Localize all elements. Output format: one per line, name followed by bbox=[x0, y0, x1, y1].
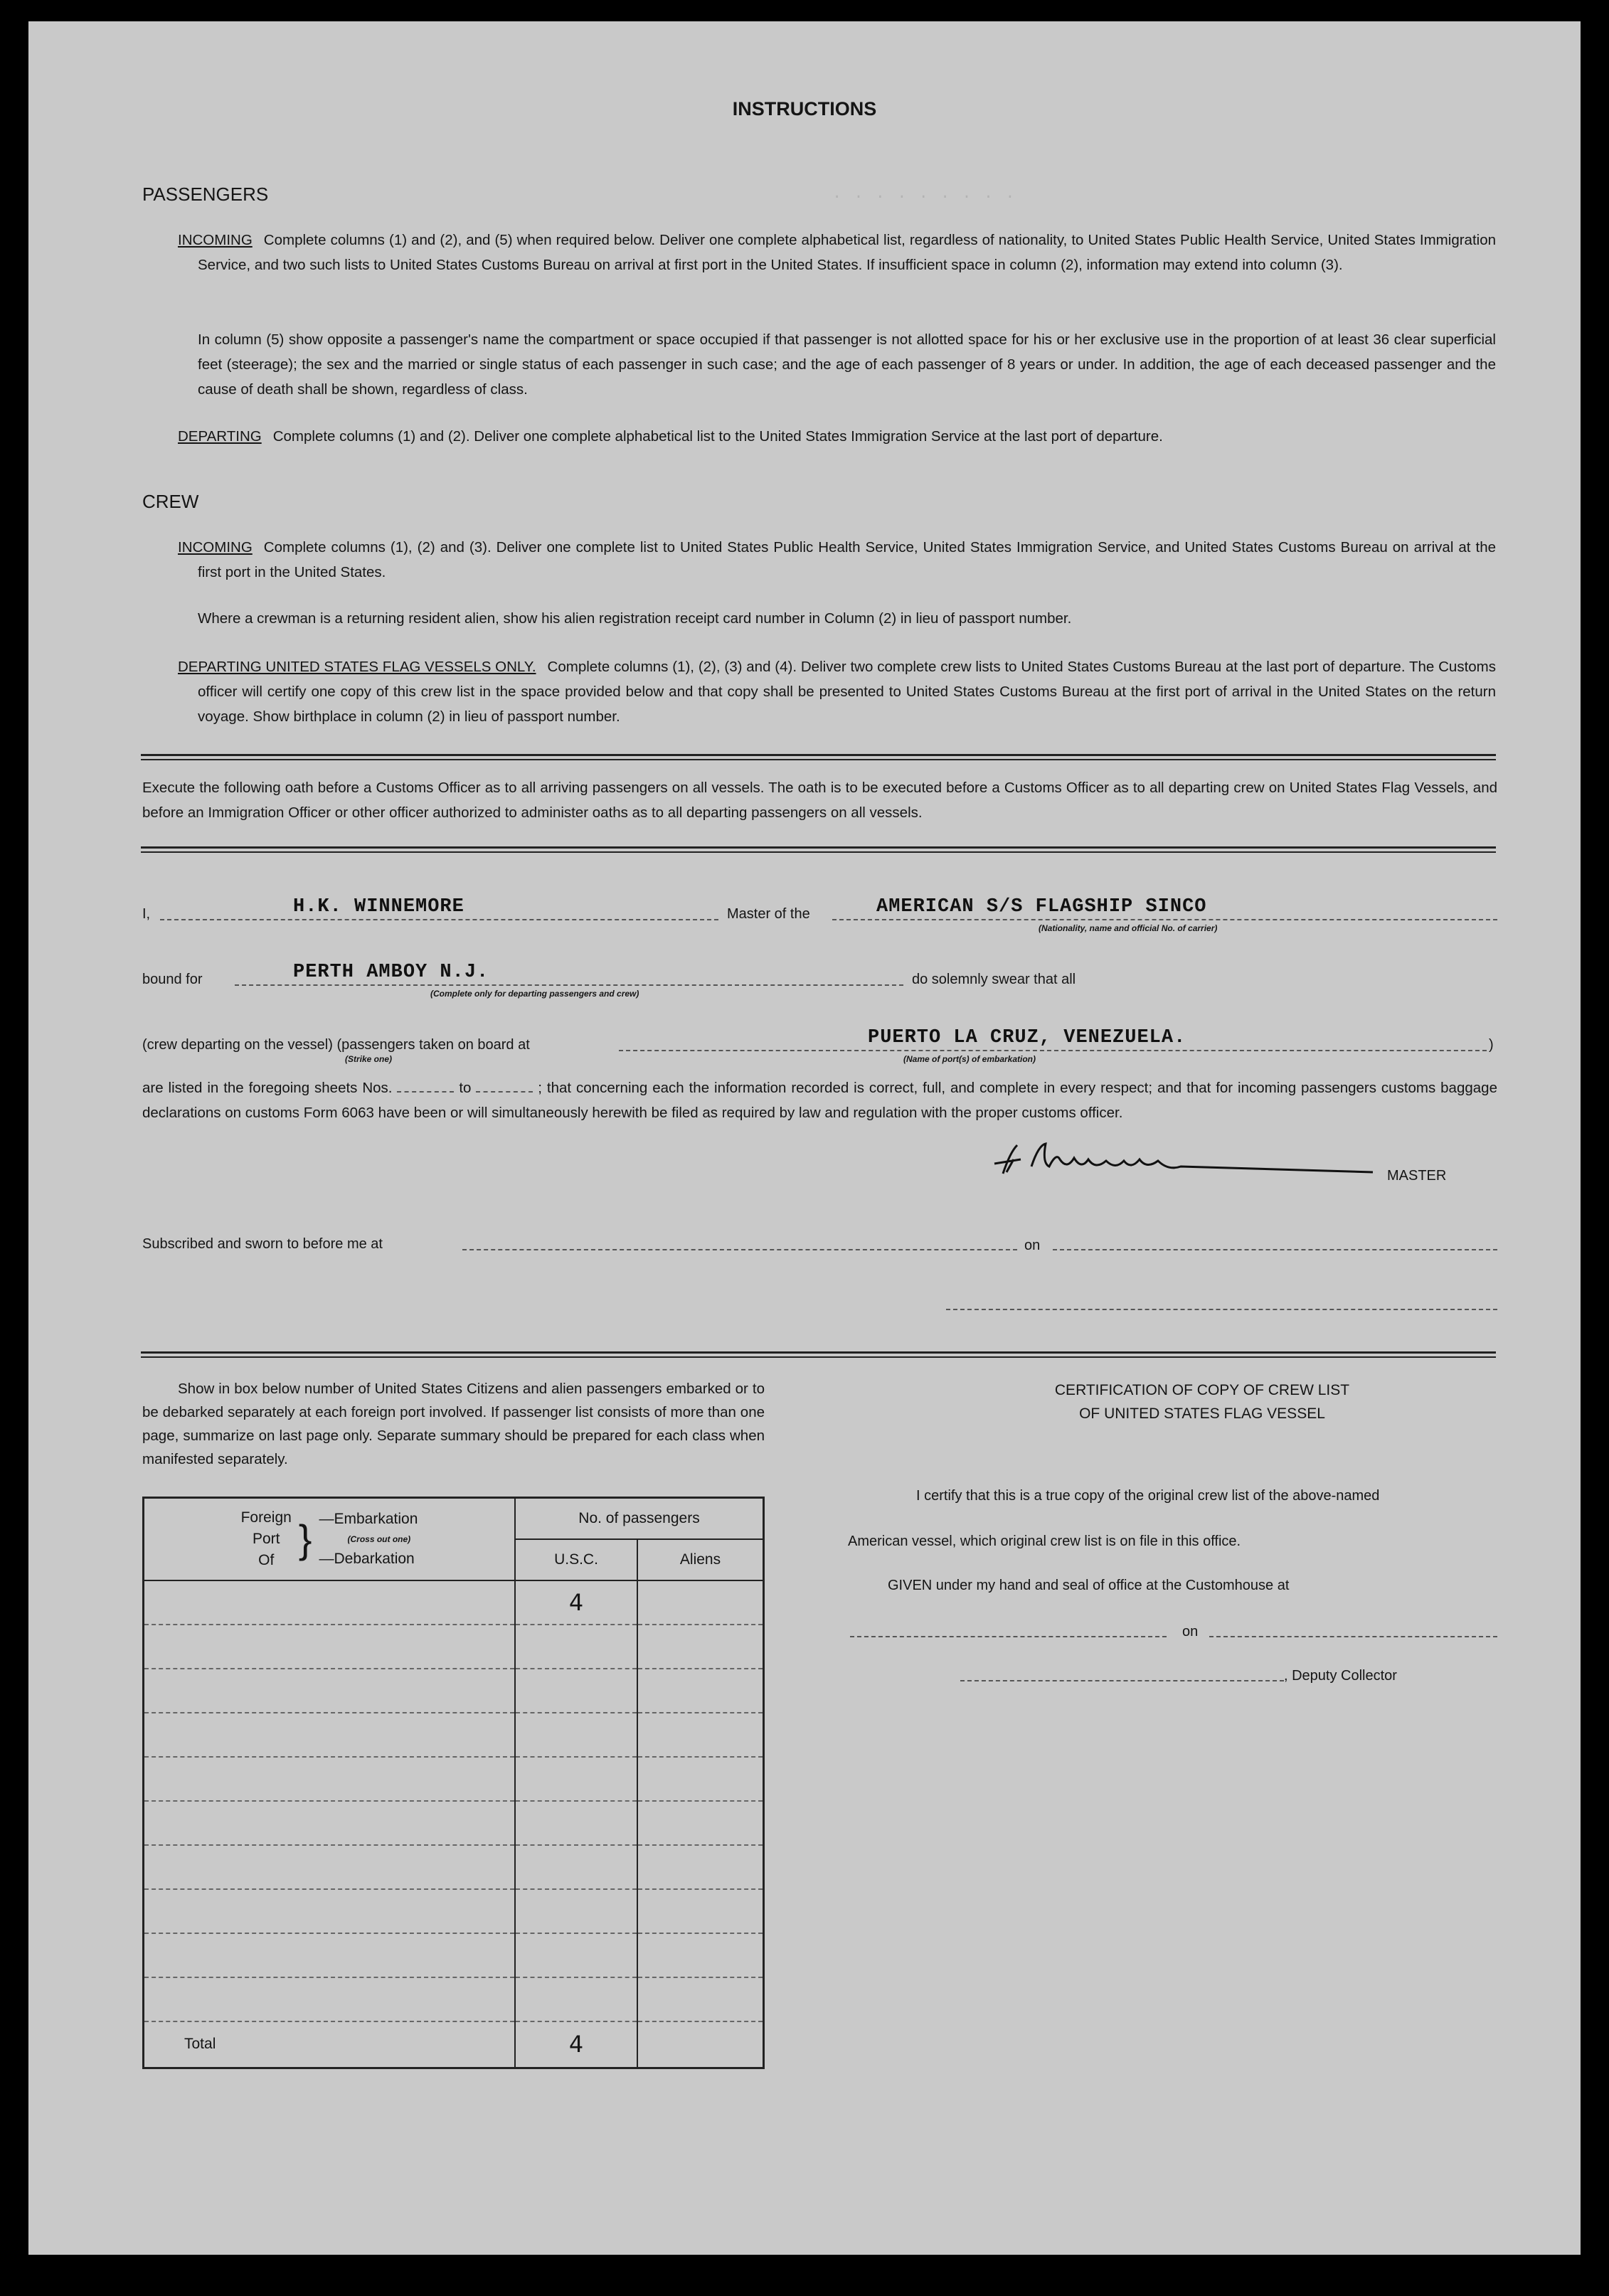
table-row bbox=[144, 1580, 764, 1625]
crew-heading: CREW bbox=[142, 491, 199, 512]
to-label: to bbox=[459, 1080, 472, 1096]
master-signature bbox=[989, 1138, 1387, 1188]
certification-on-label: on bbox=[1182, 1624, 1199, 1639]
port-hint: (Name of port(s) of embarkation) bbox=[903, 1054, 1036, 1064]
bound-for-hint: (Complete only for departing passengers and crew) bbox=[430, 989, 639, 999]
aliens-cell bbox=[637, 1801, 764, 1845]
foreign-label: Foreign bbox=[240, 1509, 292, 1526]
port-cell bbox=[144, 1889, 516, 1933]
table-row bbox=[144, 1669, 764, 1713]
passengers-departing-paragraph bbox=[178, 424, 1496, 449]
port-cell bbox=[144, 1977, 516, 2021]
listed-paragraph bbox=[142, 1075, 1497, 1125]
table-row bbox=[144, 1933, 764, 1977]
divider bbox=[141, 1351, 1496, 1358]
port-cell bbox=[144, 1801, 516, 1845]
usc-cell bbox=[515, 1801, 637, 1845]
officer-signature-line bbox=[946, 1309, 1497, 1310]
passengers-incoming-paragraph bbox=[178, 228, 1496, 277]
passengers-departing-text: Complete columns (1) and (2). Deliver one complete alphabetical list to the United States Immigration Service at the last port of departure. bbox=[272, 428, 1163, 445]
listed-prefix: are listed in the foregoing sheets Nos. bbox=[142, 1080, 393, 1096]
passengers-departing-label: DEPARTING bbox=[178, 428, 262, 445]
aliens-cell bbox=[637, 1580, 764, 1625]
oath-instructions: Execute the following oath before a Customs Officer as to all arriving passengers on all vessels. The oath is to be executed before a Customs Officer as to all departing crew on United States Flag Vessels, and before an Immigration Officer or other officer authorized to administer oaths as to all departing passengers on all vessels. bbox=[142, 780, 1497, 821]
certification-line1: I certify that this is a true copy of the original crew list of the above-named bbox=[916, 1488, 1380, 1504]
swear-text: do solemnly swear that all bbox=[912, 972, 1076, 987]
document-sheet bbox=[28, 21, 1581, 2255]
summary-instructions: Show in box below number of United States Citizens and alien passengers embarked or to be debarked separately at each foreign port involved. If passenger list consists of more than one page, summarize on last page only. Separate summary should be prepared for each class when manifested separately. bbox=[142, 1381, 765, 1467]
aliens-cell bbox=[637, 1757, 764, 1801]
port-cell bbox=[144, 1757, 516, 1801]
passengers-incoming-label: INCOMING bbox=[178, 232, 253, 248]
bound-for-label: bound for bbox=[142, 972, 203, 987]
page-title: INSTRUCTIONS bbox=[732, 98, 877, 119]
crew-incoming-paragraph bbox=[178, 535, 1496, 585]
passengers-heading: PASSENGERS bbox=[142, 184, 269, 205]
vessel-hint: (Nationality, name and official No. of carrier) bbox=[1039, 923, 1218, 933]
brace-icon: } bbox=[298, 1516, 312, 1561]
bound-for-value: PERTH AMBOY N.J. bbox=[293, 962, 489, 983]
no-passengers-header: No. of passengers bbox=[515, 1498, 764, 1539]
subscribed-place-line bbox=[462, 1249, 1017, 1250]
subscribed-date-line bbox=[1053, 1249, 1497, 1250]
total-aliens-value bbox=[637, 2021, 764, 2068]
passengers-incoming-text: Complete columns (1) and (2), and (5) when required below. Deliver one complete alphabetical list, regardless of nationality, to United States Public Health Service, United States Immigration Service, and two such lists to United States Customs Bureau on arrival at first port in the United States. If insufficient space in column (2), information may extend into column (3). bbox=[198, 232, 1496, 273]
subscribed-label: Subscribed and sworn to before me at bbox=[142, 1236, 383, 1252]
aliens-cell bbox=[637, 1713, 764, 1757]
certification-title-line2: OF UNITED STATES FLAG VESSEL bbox=[1079, 1405, 1325, 1422]
port-embarkation-value: PUERTO LA CRUZ, VENEZUELA. bbox=[868, 1027, 1186, 1048]
passenger-summary-table bbox=[142, 1497, 765, 2069]
certification-line3: GIVEN under my hand and seal of office at the Customhouse at bbox=[888, 1578, 1290, 1593]
usc-cell bbox=[515, 1713, 637, 1757]
port-label: Port bbox=[252, 1530, 280, 1547]
table-row bbox=[144, 1977, 764, 2021]
table-row bbox=[144, 1801, 764, 1845]
aliens-cell bbox=[637, 1669, 764, 1713]
crew-departing-paragraph bbox=[178, 654, 1496, 729]
of-label: Of bbox=[258, 1551, 275, 1568]
port-cell bbox=[144, 1713, 516, 1757]
total-label: Total bbox=[144, 2021, 516, 2068]
certification-title-line1: CERTIFICATION OF COPY OF CREW LIST bbox=[1054, 1382, 1350, 1398]
crew-departing-label: DEPARTING UNITED STATES FLAG VESSELS ONLY. bbox=[178, 659, 536, 675]
debarkation-label: —Debarkation bbox=[319, 1550, 415, 1567]
bleed-through-text: . . . . . . . . . bbox=[832, 185, 1016, 203]
aliens-cell bbox=[637, 1977, 764, 2021]
listed-text: ; that concerning each the information recorded is correct, full, and complete in every respect; and that for incoming passengers customs baggage declarations on customs Form 6063 have been or will simultaneously herewith be filed as required by law and regulation with the proper customs officer. bbox=[142, 1080, 1497, 1121]
port-cell bbox=[144, 1933, 516, 1977]
deputy-signature-line bbox=[960, 1680, 1284, 1681]
bound-for-line bbox=[235, 984, 903, 986]
usc-cell bbox=[515, 1669, 637, 1713]
aliens-cell bbox=[637, 1845, 764, 1889]
port-cell bbox=[144, 1669, 516, 1713]
customhouse-line bbox=[850, 1636, 1167, 1637]
master-of-label: Master of the bbox=[727, 906, 810, 922]
usc-cell bbox=[515, 1933, 637, 1977]
vessel-value: AMERICAN S/S FLAGSHIP SINCO bbox=[876, 896, 1207, 918]
divider bbox=[141, 754, 1496, 760]
summary-rows bbox=[144, 1580, 764, 2021]
sheet-to-line bbox=[476, 1091, 533, 1093]
cross-out-hint: (Cross out one) bbox=[347, 1534, 411, 1544]
table-row bbox=[144, 1713, 764, 1757]
foreign-port-header bbox=[144, 1498, 516, 1580]
oath-i-label: I, bbox=[142, 906, 151, 922]
master-label: MASTER bbox=[1387, 1168, 1447, 1184]
sheet-from-line bbox=[397, 1091, 454, 1093]
crew-resident-paragraph: Where a crewman is a returning resident alien, show his alien registration receipt card number in Column (2) in lieu of passport number. bbox=[198, 610, 1072, 627]
table-row bbox=[144, 1625, 764, 1669]
master-name-line bbox=[160, 919, 718, 920]
table-row bbox=[144, 1889, 764, 1933]
port-cell bbox=[144, 1625, 516, 1669]
usc-cell bbox=[515, 1977, 637, 2021]
total-usc-value: 4 bbox=[515, 2021, 637, 2068]
usc-cell: 4 bbox=[515, 1580, 637, 1625]
aliens-cell bbox=[637, 1933, 764, 1977]
certification-line2: American vessel, which original crew list is on file in this office. bbox=[848, 1534, 1241, 1549]
aliens-cell bbox=[637, 1625, 764, 1669]
embarkation-label: —Embarkation bbox=[319, 1510, 418, 1527]
table-row bbox=[144, 1757, 764, 1801]
usc-cell bbox=[515, 1757, 637, 1801]
aliens-header: Aliens bbox=[637, 1539, 764, 1580]
port-embarkation-line bbox=[619, 1050, 1487, 1051]
table-row bbox=[144, 1845, 764, 1889]
port-cell bbox=[144, 1845, 516, 1889]
subscribed-on-label: on bbox=[1024, 1238, 1041, 1253]
master-name-value: H.K. WINNEMORE bbox=[293, 896, 464, 918]
certification-date-line bbox=[1209, 1636, 1497, 1637]
crew-departing-label-oath: (crew departing on the vessel) (passengers taken on board at bbox=[142, 1037, 530, 1053]
passengers-column5-paragraph: In column (5) show opposite a passenger's name the compartment or space occupied if that passenger is not allotted space for his or her exclusive use in the proportion of at least 36 clear superficial feet (steerage); the sex and the married or single status of each passenger in such case; and the age of each passenger of 8 years or under. In addition, the age of each deceased passenger and the cause of death shall be shown, regardless of class. bbox=[198, 331, 1496, 398]
crew-incoming-text: Complete columns (1), (2) and (3). Deliver one complete list to United States Public Health Service, United States Immigration Service, and United States Customs Bureau on arrival at the first port in the United States. bbox=[198, 539, 1496, 580]
port-cell bbox=[144, 1580, 516, 1625]
divider bbox=[141, 846, 1496, 853]
strike-hint: (Strike one) bbox=[345, 1054, 393, 1064]
usc-cell bbox=[515, 1889, 637, 1933]
vessel-line bbox=[832, 919, 1497, 920]
usc-cell bbox=[515, 1845, 637, 1889]
deputy-collector-label: , Deputy Collector bbox=[1284, 1668, 1397, 1684]
crew-incoming-label: INCOMING bbox=[178, 539, 253, 556]
crew-departing-text: Complete columns (1), (2), (3) and (4). Deliver two complete crew lists to United States Customs Bureau at the last port of departure. The Customs officer will certify one copy of this crew list in the space provided below and that copy shall be presented to United States Customs Bureau at the first port of arrival in the United States on the return voyage. Show birthplace in column (2) in lieu of passport number. bbox=[198, 659, 1496, 725]
aliens-cell bbox=[637, 1889, 764, 1933]
certification-title bbox=[918, 1378, 1487, 1425]
usc-cell bbox=[515, 1625, 637, 1669]
usc-header: U.S.C. bbox=[515, 1539, 637, 1580]
close-paren: ) bbox=[1489, 1037, 1494, 1053]
